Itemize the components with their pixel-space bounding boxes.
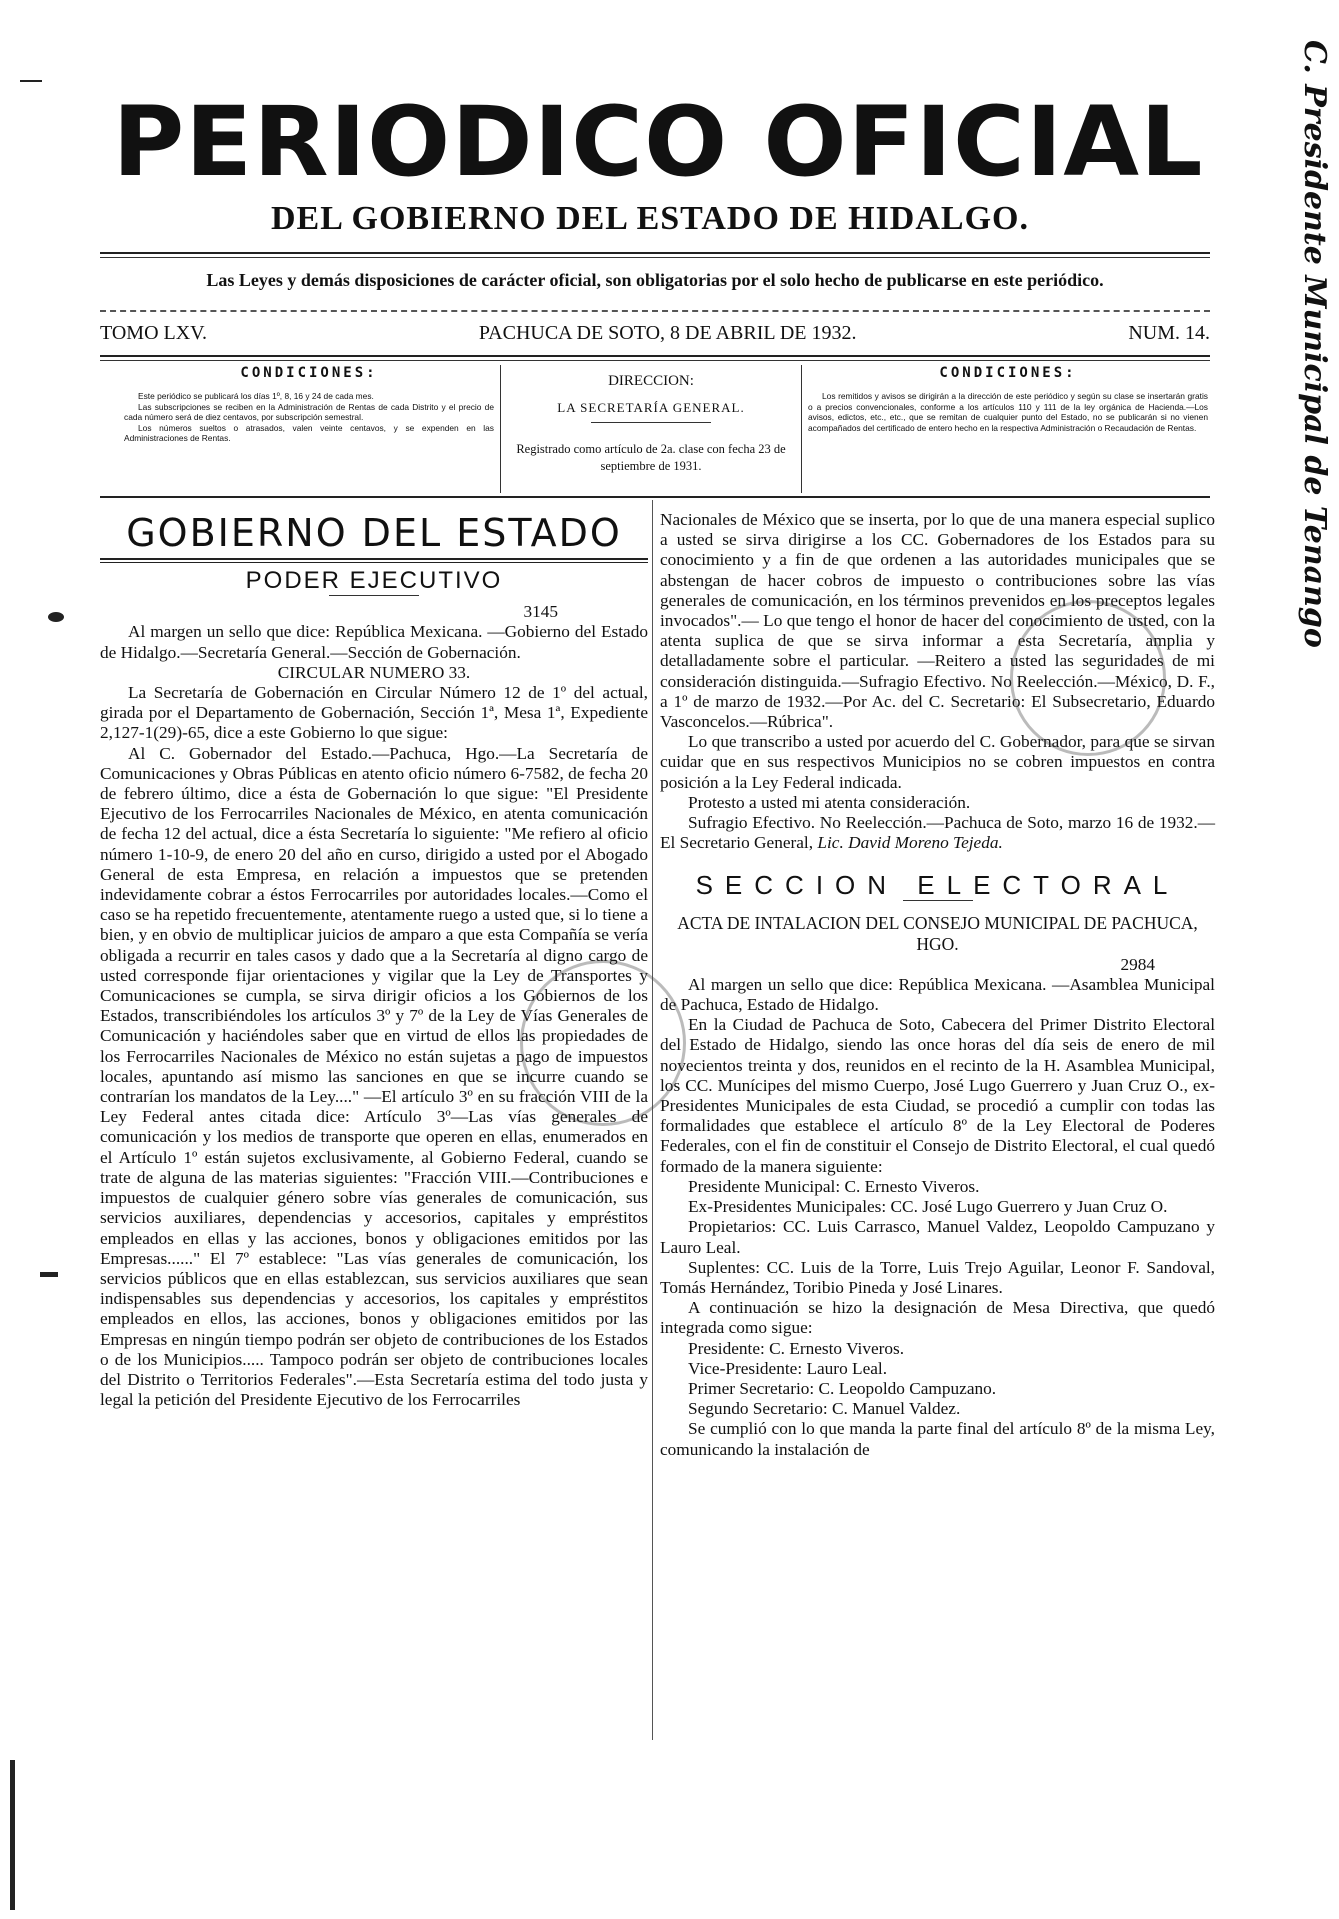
document-number: 3145 (523, 602, 558, 622)
conditions-right-text (808, 391, 1208, 433)
direction-office: LA SECRETARÍA GENERAL. (557, 400, 745, 415)
section-title-electoral: SECCION ELECTORAL (695, 870, 1180, 901)
closing-text: Sufragio Efectivo. No Reelección.—Pachuca de Soto, marzo 16 de 1932.—El Secretario General, (660, 813, 1215, 853)
masthead-rule-top-thin (100, 257, 1210, 258)
registration-note: Registrado como artículo de 2a. clase con fecha 23 de septiembre de 1931. (516, 442, 786, 473)
masthead-rule-dashed (100, 310, 1210, 312)
handwritten-margin-note: C. Presidente Municipal de Tenango (1297, 40, 1332, 648)
section-title-gobierno: GOBIERNO DEL ESTADO (126, 511, 622, 555)
column-divider (652, 500, 653, 1740)
paragraph: Al margen un sello que dice: República Mexicana. —Gobierno del Estado de Hidalgo.—Secretaría General.—Sección de Gobernación. (100, 622, 648, 662)
list-item: Segundo Secretario: C. Manuel Valdez. (688, 1399, 961, 1419)
paragraph: Lo que transcribo a usted por acuerdo del C. Gobernador, para que se sirvan cuidar que en sus respectivos Municipios no se cobren impuestos en contra posición a la Ley Federal indicada. (660, 732, 1215, 792)
list-item: Vice-Presidente: Lauro Leal. (688, 1358, 888, 1378)
conditions-left-p1: Este periódico se publicará los días 1º, 8, 16 y 24 de cada mes. (138, 391, 374, 401)
list-item: Ex-Presidentes Municipales: CC. José Lugo Guerrero y Juan Cruz O. (688, 1197, 1168, 1217)
scan-speck (20, 80, 42, 82)
paragraph: Protesto a usted mi atenta consideración. (688, 792, 971, 812)
list-item: Propietarios: CC. Luis Carrasco, Manuel Valdez, Leopoldo Campuzano y Lauro Leal. (660, 1217, 1215, 1257)
place-date: PACHUCA DE SOTO, 8 DE ABRIL DE 1932. (478, 322, 857, 344)
list-item: Presidente Municipal: C. Ernesto Viveros. (688, 1176, 980, 1196)
newspaper-subtitle: DEL GOBIERNO DEL ESTADO DE HIDALGO. (271, 200, 1029, 237)
document-number-electoral: 2984 (1120, 954, 1155, 974)
scan-speck (40, 1272, 58, 1277)
direction-title: DIRECCION: (608, 373, 694, 389)
legal-notice: Las Leyes y demás disposiciones de carácter oficial, son obligatorias por el solo hecho de publicarse en este periódico. (206, 270, 1104, 290)
paragraph (660, 813, 1215, 853)
issue-number: NUM. 14. (1128, 322, 1210, 344)
issue-info-line (100, 322, 1210, 345)
conditions-right-p1: Los remitidos y avisos se dirigirán a la dirección de este periódico y según su clase se insertarán gratis o a precios convencionales, conforme a los artículos 110 y 111 de la ley orgánica de Hacienda.—Los avisos, edictos, etc., etc., que se remitan de cualquier punto del Estado, no se publicarán si no vienen acompañados del certificado de entero hecho en la respectiva Administración o Recaudación de Rentas. (808, 391, 1208, 433)
section-rule (100, 558, 648, 560)
circular-heading: CIRCULAR NUMERO 33. (277, 662, 471, 682)
list-item: Suplentes: CC. Luis de la Torre, Luis Trejo Aguilar, Leonor F. Sandoval, Tomás Hernández, Toribio Pineda y José Linares. (660, 1257, 1215, 1297)
conditions-left-p2: Las subscripciones se reciben en la Administración de Rentas de cada Distrito y el precio de cada número será de diez centavos, por subscripción semestral. (124, 401, 494, 422)
paragraph: En la Ciudad de Pachuca de Soto, Cabecera del Primer Distrito Electoral del Estado de Hidalgo, siendo las once horas del día seis de enero de mil novecientos treinta y dos, reunidos en el recinto de la H. Asamblea Municipal, los CC. Munícipes del mismo Cuerpo, José Lugo Guerrero y Juan Cruz O., ex-Presidentes Municipales de esta Ciudad, se procedió a cumplir con todas las formalidades que establece el artículo 8º de la Ley Electoral de Poderes Federales, con el fin de constituir el Consejo de Distrito Electoral, el cual quedó formado de la manera siguiente: (660, 1015, 1215, 1176)
left-column (100, 510, 648, 1410)
list-item: Primer Secretario: C. Leopoldo Campuzano. (688, 1378, 997, 1398)
info-rule-thin (100, 360, 1210, 361)
newspaper-title: PERIODICO OFICIAL (112, 86, 1204, 198)
conditions-left-text (124, 391, 494, 444)
acta-title: ACTA DE INTALACION DEL CONSEJO MUNICIPAL DE PACHUCA, HGO. (677, 912, 1198, 954)
masthead-rule-top (100, 252, 1210, 254)
tomo-label: TOMO LXV. (100, 322, 208, 344)
conditions-right-title: CONDICIONES: (939, 365, 1077, 381)
faint-seal-stamp (520, 960, 686, 1126)
paragraph: Nacionales de México que se inserta, por lo que de una manera especial suplico a usted se sirva dirigirse a los CC. Gobernadores de los Estados para su conocimiento y a fin de que ordenen a las autoridades municipales que se abstengan de hacer cobros de impuesto o contribuciones sobre las vías generales de comunicación, en los términos prevenidos en los preceptos legales invocados".— Lo que tengo el honor de hacer del conocimiento de usted, con la atenta suplica de que se sirva informar a esta Secretaría, amplia y detalladamente sobre el particular. —Reitero a usted las seguridades de mi consideración distinguida.—Sufragio Efectivo. No Reelección.—México, D. F., a 1º de marzo de 1932.—Por Ac. del C. Secretario: El Subsecretario, Eduardo Vasconcelos.—Rúbrica". (660, 510, 1215, 732)
signature: Lic. David Moreno Tejeda. (817, 833, 1003, 853)
scan-edge-mark (10, 1760, 15, 1910)
conditions-left-p3: Los números sueltos o atrasados, valen veinte centavos, y se expenden en las Administraciones de Rentas. (124, 422, 494, 443)
paragraph: Al margen un sello que dice: República Mexicana. —Asamblea Municipal de Pachuca, Estado de Hidalgo. (660, 974, 1215, 1015)
direction-box (500, 365, 802, 493)
subsection-separator (329, 595, 419, 596)
subsection-poder-ejecutivo: PODER EJECUTIVO (245, 567, 503, 594)
direction-separator (591, 422, 711, 423)
paragraph: A continuación se hizo la designación de Mesa Directiva, que quedó integrada como sigue: (660, 1298, 1215, 1338)
paragraph: Al C. Gobernador del Estado.—Pachuca, Hgo.—La Secretaría de Comunicaciones y Obras Públicas en atento oficio número 6-7582, de fecha 20 de febrero último, dice a ésta de Gobernación lo que sigue: "El Presidente Ejecutivo de los Ferrocarriles Nacionales de México, en atenta comunicación de fecha 12 del actual, dice a ésta Secretaría lo siguiente: "Me refiero al oficio número 1-10-9, de enero 20 del año en curso, dirigido a usted por el Abogado General de esta Empresa, en relación a impuestos que se pretenden indevidamente cobrar a éstos Ferrocarriles por autoridades locales.—Como el caso se ha repetido frecuentemente, atentamente ruego a usted que, si lo tiene a bien, y en obvio de multiplicar juicios de amparo a que esta Compañía se vería obligada a recurrir en tales casos y dado que a la Secretaría al digno cargo de usted corresponde fijar orientaciones y vigilar que la Ley de Transportes y Comunicaciones se cumpla, se sirva dirigir oficios a los Gobiernos de los Estados, transcribiéndoles los artículos 3º y 7º de la Ley de Vías Generales de Comunicación y haciéndoles saber que en virtud de ellos las propiedades de los Ferrocarriles Nacionales de México no están sujetas a pago de impuestos locales, apuntando así mismo las sanciones en que se incurre cuando se contrarían los mandatos de la Ley...." —El artículo 3º en su fracción VIII de la Ley Federal antes citada dice: Artículo 3º—Las vías generales de comunicación y los medios de transporte que operen en ellas, enumerados en el Artículo 1º están sujetos exclusivamente, al Gobierno Federal, cuando se trate de alguna de las materias siguientes: "Fracción VIII.—Contribuciones e impuestos de cualquier género sobre vías generales de comunicación, sus servicios auxiliares, dependencias y accesorios, capitales y empréstitos empleados en ellas y las acciones, bonos y obligaciones emitidos por las Empresas......" El 7º establece: "Las vías generales de comunicación, los servicios públicos que en ellas establezcan, sus servicios auxiliares que sean indispensables sus dependencias y accesorios, los capitales y empréstitos empleados en ellos, las acciones, bonos y obligaciones emitidos por las Empresas en ningún tiempo podrán ser objeto de contribuciones de los Estados o de los Municipios..... Tampoco podrán ser objeto de contribuciones locales del Distrito o Territorios Federales".—Esta Secretaría estima del todo justa y legal la petición del Presidente Ejecutivo de los Ferrocarriles (100, 743, 648, 1410)
info-rule (100, 355, 1210, 357)
conditions-left-title: CONDICIONES: (240, 365, 378, 381)
paragraph: Se cumplió con lo que manda la parte final del artículo 8º de la misma Ley, comunicando la instalación de (660, 1419, 1215, 1459)
list-item: Presidente: C. Ernesto Viveros. (688, 1338, 905, 1358)
conditions-left-box (124, 365, 494, 493)
conditions-rule (100, 496, 1210, 498)
paragraph: La Secretaría de Gobernación en Circular Número 12 de 1º del actual, girada por el Departamento de Gobernación, Sección 1ª, Mesa 1ª, Expediente 2,127-1(29)-65, dice a este Gobierno lo que sigue: (100, 683, 648, 743)
section-rule-thin (100, 562, 648, 563)
scan-speck (48, 612, 64, 622)
conditions-right-box (808, 365, 1208, 493)
faint-seal-stamp (1010, 600, 1166, 756)
